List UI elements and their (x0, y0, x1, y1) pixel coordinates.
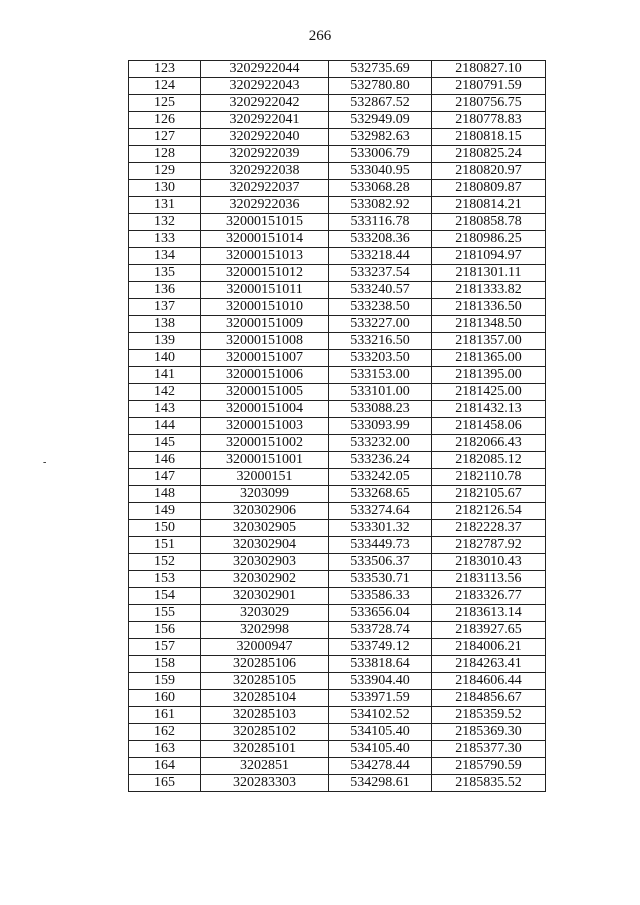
x-coordinate-cell: 533153.00 (329, 367, 432, 384)
row-number-cell: 123 (129, 61, 201, 78)
y-coordinate-cell: 2180986.25 (432, 231, 546, 248)
table-row (129, 775, 546, 792)
x-coordinate-cell: 533116.78 (329, 214, 432, 231)
row-number-cell: 150 (129, 520, 201, 537)
point-code-cell: 320285104 (201, 690, 329, 707)
y-coordinate-cell: 2182228.37 (432, 520, 546, 537)
y-coordinate-cell: 2184006.21 (432, 639, 546, 656)
point-code-cell: 3202922044 (201, 61, 329, 78)
x-coordinate-cell: 533227.00 (329, 316, 432, 333)
row-number-cell: 143 (129, 401, 201, 418)
point-code-cell: 3203029 (201, 605, 329, 622)
x-coordinate-cell: 532780.80 (329, 78, 432, 95)
row-number-cell: 127 (129, 129, 201, 146)
table-row (129, 265, 546, 282)
row-number-cell: 132 (129, 214, 201, 231)
table-row (129, 639, 546, 656)
y-coordinate-cell: 2180858.78 (432, 214, 546, 231)
x-coordinate-cell: 533656.04 (329, 605, 432, 622)
y-coordinate-cell: 2184856.67 (432, 690, 546, 707)
point-code-cell: 320285106 (201, 656, 329, 673)
point-code-cell: 3202998 (201, 622, 329, 639)
row-number-cell: 124 (129, 78, 201, 95)
point-code-cell: 32000151006 (201, 367, 329, 384)
x-coordinate-cell: 533268.65 (329, 486, 432, 503)
table-row (129, 452, 546, 469)
x-coordinate-cell: 533218.44 (329, 248, 432, 265)
y-coordinate-cell: 2181336.50 (432, 299, 546, 316)
point-code-cell: 320302905 (201, 520, 329, 537)
y-coordinate-cell: 2180820.97 (432, 163, 546, 180)
point-code-cell: 3202922039 (201, 146, 329, 163)
table-row (129, 214, 546, 231)
x-coordinate-cell: 533082.92 (329, 197, 432, 214)
row-number-cell: 156 (129, 622, 201, 639)
point-code-cell: 32000151003 (201, 418, 329, 435)
row-number-cell: 152 (129, 554, 201, 571)
row-number-cell: 138 (129, 316, 201, 333)
table-row (129, 129, 546, 146)
point-code-cell: 3202922041 (201, 112, 329, 129)
table-row (129, 724, 546, 741)
table-row (129, 163, 546, 180)
point-code-cell: 32000151 (201, 469, 329, 486)
y-coordinate-cell: 2181458.06 (432, 418, 546, 435)
table-row (129, 384, 546, 401)
row-number-cell: 145 (129, 435, 201, 452)
y-coordinate-cell: 2181365.00 (432, 350, 546, 367)
table-row (129, 180, 546, 197)
point-code-cell: 320285105 (201, 673, 329, 690)
row-number-cell: 134 (129, 248, 201, 265)
point-code-cell: 32000151014 (201, 231, 329, 248)
row-number-cell: 154 (129, 588, 201, 605)
point-code-cell: 3202922036 (201, 197, 329, 214)
x-coordinate-cell: 533301.32 (329, 520, 432, 537)
table-row (129, 316, 546, 333)
y-coordinate-cell: 2185369.30 (432, 724, 546, 741)
y-coordinate-cell: 2181395.00 (432, 367, 546, 384)
point-code-cell: 32000151004 (201, 401, 329, 418)
x-coordinate-cell: 532735.69 (329, 61, 432, 78)
row-number-cell: 147 (129, 469, 201, 486)
row-number-cell: 136 (129, 282, 201, 299)
row-number-cell: 155 (129, 605, 201, 622)
y-coordinate-cell: 2180818.15 (432, 129, 546, 146)
y-coordinate-cell: 2185835.52 (432, 775, 546, 792)
coordinates-table-body (129, 61, 546, 792)
row-number-cell: 153 (129, 571, 201, 588)
x-coordinate-cell: 534102.52 (329, 707, 432, 724)
x-coordinate-cell: 533586.33 (329, 588, 432, 605)
row-number-cell: 157 (129, 639, 201, 656)
y-coordinate-cell: 2184606.44 (432, 673, 546, 690)
y-coordinate-cell: 2180809.87 (432, 180, 546, 197)
row-number-cell: 139 (129, 333, 201, 350)
table-row (129, 605, 546, 622)
table-row (129, 758, 546, 775)
row-number-cell: 165 (129, 775, 201, 792)
point-code-cell: 32000151015 (201, 214, 329, 231)
table-row (129, 571, 546, 588)
y-coordinate-cell: 2180778.83 (432, 112, 546, 129)
table-row (129, 350, 546, 367)
x-coordinate-cell: 533242.05 (329, 469, 432, 486)
row-number-cell: 161 (129, 707, 201, 724)
table-row (129, 333, 546, 350)
row-number-cell: 131 (129, 197, 201, 214)
y-coordinate-cell: 2180827.10 (432, 61, 546, 78)
table-row (129, 622, 546, 639)
x-coordinate-cell: 534105.40 (329, 724, 432, 741)
table-row (129, 197, 546, 214)
table-row (129, 588, 546, 605)
y-coordinate-cell: 2181094.97 (432, 248, 546, 265)
x-coordinate-cell: 533237.54 (329, 265, 432, 282)
row-number-cell: 164 (129, 758, 201, 775)
row-number-cell: 144 (129, 418, 201, 435)
y-coordinate-cell: 2181425.00 (432, 384, 546, 401)
point-code-cell: 32000947 (201, 639, 329, 656)
x-coordinate-cell: 533904.40 (329, 673, 432, 690)
row-number-cell: 129 (129, 163, 201, 180)
x-coordinate-cell: 533088.23 (329, 401, 432, 418)
point-code-cell: 32000151005 (201, 384, 329, 401)
y-coordinate-cell: 2184263.41 (432, 656, 546, 673)
y-coordinate-cell: 2185359.52 (432, 707, 546, 724)
table-row (129, 486, 546, 503)
y-coordinate-cell: 2183927.65 (432, 622, 546, 639)
table-row (129, 248, 546, 265)
x-coordinate-cell: 533068.28 (329, 180, 432, 197)
x-coordinate-cell: 533203.50 (329, 350, 432, 367)
point-code-cell: 3202922037 (201, 180, 329, 197)
table-row (129, 469, 546, 486)
point-code-cell: 32000151002 (201, 435, 329, 452)
row-number-cell: 130 (129, 180, 201, 197)
point-code-cell: 32000151008 (201, 333, 329, 350)
x-coordinate-cell: 533101.00 (329, 384, 432, 401)
x-coordinate-cell: 533208.36 (329, 231, 432, 248)
row-number-cell: 137 (129, 299, 201, 316)
table-row (129, 537, 546, 554)
point-code-cell: 3202922040 (201, 129, 329, 146)
table-row (129, 435, 546, 452)
row-number-cell: 133 (129, 231, 201, 248)
row-number-cell: 151 (129, 537, 201, 554)
table-row (129, 146, 546, 163)
x-coordinate-cell: 533749.12 (329, 639, 432, 656)
y-coordinate-cell: 2182787.92 (432, 537, 546, 554)
x-coordinate-cell: 533530.71 (329, 571, 432, 588)
row-number-cell: 128 (129, 146, 201, 163)
point-code-cell: 3203099 (201, 486, 329, 503)
table-row (129, 95, 546, 112)
table-row (129, 673, 546, 690)
point-code-cell: 3202922043 (201, 78, 329, 95)
x-coordinate-cell: 534278.44 (329, 758, 432, 775)
point-code-cell: 3202851 (201, 758, 329, 775)
row-number-cell: 158 (129, 656, 201, 673)
y-coordinate-cell: 2185790.59 (432, 758, 546, 775)
table-row (129, 282, 546, 299)
x-coordinate-cell: 533040.95 (329, 163, 432, 180)
row-number-cell: 163 (129, 741, 201, 758)
point-code-cell: 320283303 (201, 775, 329, 792)
point-code-cell: 320302901 (201, 588, 329, 605)
row-number-cell: 142 (129, 384, 201, 401)
row-number-cell: 148 (129, 486, 201, 503)
x-coordinate-cell: 533238.50 (329, 299, 432, 316)
x-coordinate-cell: 533232.00 (329, 435, 432, 452)
table-row (129, 299, 546, 316)
y-coordinate-cell: 2180825.24 (432, 146, 546, 163)
row-number-cell: 126 (129, 112, 201, 129)
row-number-cell: 141 (129, 367, 201, 384)
table-row (129, 367, 546, 384)
point-code-cell: 3202922038 (201, 163, 329, 180)
x-coordinate-cell: 532982.63 (329, 129, 432, 146)
point-code-cell: 32000151013 (201, 248, 329, 265)
table-row (129, 78, 546, 95)
row-number-cell: 160 (129, 690, 201, 707)
point-code-cell: 3202922042 (201, 95, 329, 112)
x-coordinate-cell: 533093.99 (329, 418, 432, 435)
point-code-cell: 320285102 (201, 724, 329, 741)
table-row (129, 503, 546, 520)
row-number-cell: 159 (129, 673, 201, 690)
table-row (129, 554, 546, 571)
y-coordinate-cell: 2182105.67 (432, 486, 546, 503)
point-code-cell: 32000151001 (201, 452, 329, 469)
x-coordinate-cell: 533274.64 (329, 503, 432, 520)
x-coordinate-cell: 532949.09 (329, 112, 432, 129)
y-coordinate-cell: 2182085.12 (432, 452, 546, 469)
x-coordinate-cell: 533728.74 (329, 622, 432, 639)
table-row (129, 707, 546, 724)
x-coordinate-cell: 534105.40 (329, 741, 432, 758)
point-code-cell: 320302903 (201, 554, 329, 571)
row-number-cell: 140 (129, 350, 201, 367)
table-row (129, 418, 546, 435)
coordinates-table (128, 60, 546, 792)
row-number-cell: 162 (129, 724, 201, 741)
y-coordinate-cell: 2183113.56 (432, 571, 546, 588)
table-row (129, 741, 546, 758)
point-code-cell: 320302906 (201, 503, 329, 520)
x-coordinate-cell: 532867.52 (329, 95, 432, 112)
y-coordinate-cell: 2183010.43 (432, 554, 546, 571)
point-code-cell: 320302904 (201, 537, 329, 554)
y-coordinate-cell: 2181432.13 (432, 401, 546, 418)
stray-mark: - (43, 457, 47, 468)
point-code-cell: 32000151010 (201, 299, 329, 316)
x-coordinate-cell: 533449.73 (329, 537, 432, 554)
y-coordinate-cell: 2181348.50 (432, 316, 546, 333)
table-row (129, 401, 546, 418)
y-coordinate-cell: 2183613.14 (432, 605, 546, 622)
y-coordinate-cell: 2183326.77 (432, 588, 546, 605)
point-code-cell: 320302902 (201, 571, 329, 588)
page-number: 266 (308, 28, 332, 44)
row-number-cell: 149 (129, 503, 201, 520)
y-coordinate-cell: 2182110.78 (432, 469, 546, 486)
x-coordinate-cell: 533506.37 (329, 554, 432, 571)
y-coordinate-cell: 2181301.11 (432, 265, 546, 282)
x-coordinate-cell: 533216.50 (329, 333, 432, 350)
table-row (129, 656, 546, 673)
x-coordinate-cell: 533818.64 (329, 656, 432, 673)
x-coordinate-cell: 533240.57 (329, 282, 432, 299)
point-code-cell: 32000151007 (201, 350, 329, 367)
y-coordinate-cell: 2180814.21 (432, 197, 546, 214)
point-code-cell: 32000151012 (201, 265, 329, 282)
row-number-cell: 146 (129, 452, 201, 469)
y-coordinate-cell: 2180791.59 (432, 78, 546, 95)
point-code-cell: 32000151011 (201, 282, 329, 299)
table-row (129, 112, 546, 129)
y-coordinate-cell: 2185377.30 (432, 741, 546, 758)
row-number-cell: 125 (129, 95, 201, 112)
x-coordinate-cell: 533006.79 (329, 146, 432, 163)
y-coordinate-cell: 2181333.82 (432, 282, 546, 299)
y-coordinate-cell: 2180756.75 (432, 95, 546, 112)
point-code-cell: 320285101 (201, 741, 329, 758)
y-coordinate-cell: 2182066.43 (432, 435, 546, 452)
table-row (129, 520, 546, 537)
x-coordinate-cell: 533236.24 (329, 452, 432, 469)
y-coordinate-cell: 2181357.00 (432, 333, 546, 350)
x-coordinate-cell: 533971.59 (329, 690, 432, 707)
point-code-cell: 32000151009 (201, 316, 329, 333)
x-coordinate-cell: 534298.61 (329, 775, 432, 792)
table-row (129, 231, 546, 248)
row-number-cell: 135 (129, 265, 201, 282)
table-row (129, 690, 546, 707)
table-row (129, 61, 546, 78)
point-code-cell: 320285103 (201, 707, 329, 724)
y-coordinate-cell: 2182126.54 (432, 503, 546, 520)
